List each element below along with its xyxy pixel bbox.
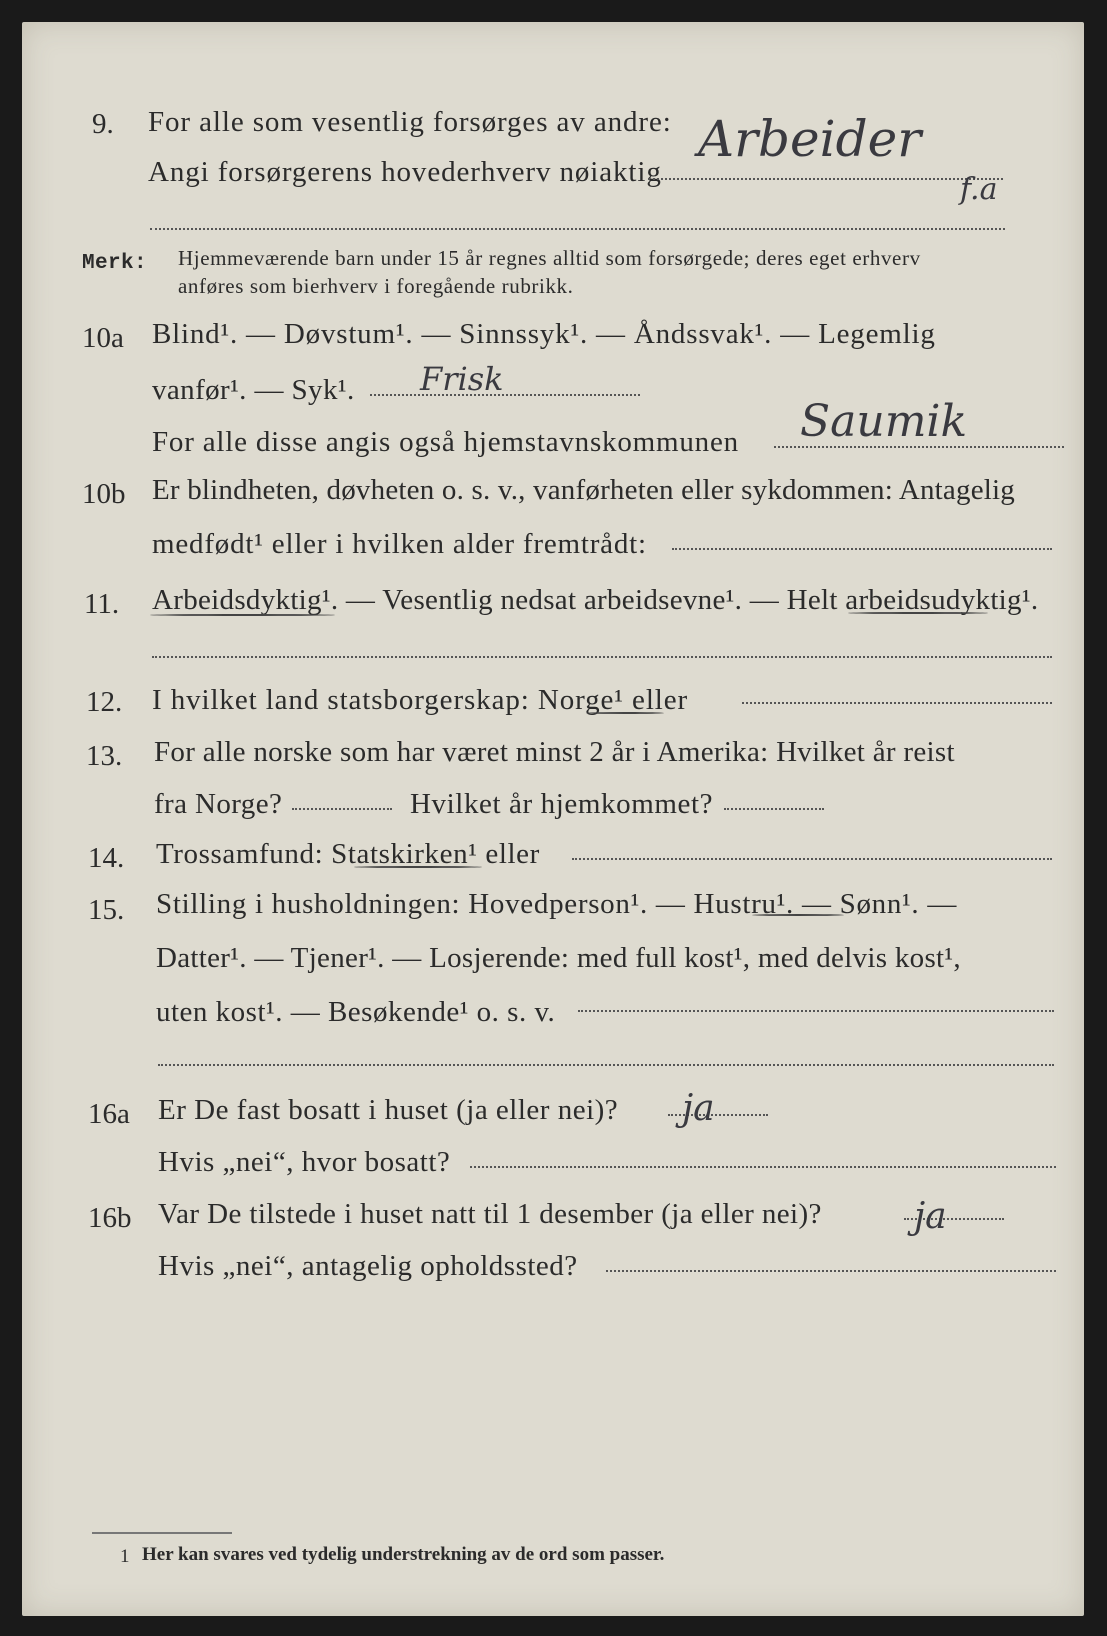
q13-number: 13. bbox=[86, 740, 123, 772]
q10b-line1: Er blindheten, døvheten o. s. v., vanførheten eller sykdommen: Antagelig bbox=[152, 474, 1015, 506]
q13-reist-line bbox=[292, 808, 392, 810]
q9-answer-line bbox=[648, 178, 1003, 180]
q10a-line3: For alle disse angis også hjemstavnskommunen bbox=[152, 426, 739, 458]
q16a-bosatt-line bbox=[470, 1166, 1056, 1168]
q14-number: 14. bbox=[88, 842, 125, 874]
q15-answer-line bbox=[578, 1010, 1054, 1012]
q13-line1: For alle norske som har været minst 2 år i Amerika: Hvilket år reist bbox=[154, 736, 955, 768]
q10a-syk-line bbox=[370, 394, 640, 396]
q10a-syk-answer: Frisk bbox=[420, 360, 504, 398]
q15-line1: Stilling i husholdningen: Hovedperson¹. — Hustru¹. — Sønn¹. — bbox=[156, 888, 958, 920]
q10b-answer-line bbox=[672, 548, 1052, 550]
q9-line1: For alle som vesentlig forsørges av andre: bbox=[148, 106, 672, 138]
q9-line2: Angi forsørgerens hovederhverv nøiaktig bbox=[148, 156, 662, 188]
q9-answer: Arbeider bbox=[698, 110, 922, 168]
q14-line1: Trossamfund: Statskirken¹ eller bbox=[156, 838, 540, 870]
q16a-answer: ja bbox=[682, 1088, 715, 1129]
q9-answer-extra: f.a bbox=[960, 172, 998, 207]
q11-line1: Arbeidsdyktig¹. — Vesentlig nedsat arbeidsevne¹. — Helt arbeidsudyktig¹. bbox=[152, 584, 1039, 616]
q12-underline-norge bbox=[586, 712, 664, 714]
q10a-line1: Blind¹. — Døvstum¹. — Sinnssyk¹. — Åndssvak¹. — Legemlig bbox=[152, 318, 936, 350]
q13-line2b: Hvilket år hjemkommet? bbox=[410, 788, 714, 820]
q11-underline-arbeidsudyktig bbox=[848, 612, 988, 614]
q12-line1: I hvilket land statsborgerskap: Norge¹ eller bbox=[152, 684, 689, 716]
q14-underline-statskirken bbox=[354, 866, 482, 868]
footnote-marker: 1 bbox=[120, 1546, 130, 1567]
q10a-number: 10a bbox=[82, 322, 124, 354]
q10b-line2: medfødt¹ eller i hvilken alder fremtrådt: bbox=[152, 528, 647, 560]
q16a-number: 16a bbox=[88, 1098, 130, 1130]
footnote-rule bbox=[92, 1532, 232, 1534]
q10a-line2: vanfør¹. — Syk¹. bbox=[152, 374, 355, 406]
q10a-kommune-answer: Saumik bbox=[800, 396, 968, 447]
q11-underline-arbeidsdyktig bbox=[150, 614, 335, 616]
q16b-line1: Var De tilstede i huset natt til 1 desember (ja eller nei)? bbox=[158, 1198, 822, 1230]
q14-answer-line bbox=[572, 858, 1052, 860]
q15-number: 15. bbox=[88, 894, 125, 926]
q11-second-line bbox=[152, 656, 1052, 658]
q13-hjemkommet-line bbox=[724, 808, 824, 810]
q12-number: 12. bbox=[86, 686, 123, 718]
q10b-number: 10b bbox=[82, 478, 126, 510]
q16b-number: 16b bbox=[88, 1202, 132, 1234]
q15-line3: uten kost¹. — Besøkende¹ o. s. v. bbox=[156, 996, 556, 1028]
q16b-opholdssted-line bbox=[606, 1270, 1056, 1272]
q16b-answer: ja bbox=[914, 1196, 947, 1237]
q11-number: 11. bbox=[84, 588, 120, 620]
q12-answer-line bbox=[742, 702, 1052, 704]
q13-line2a: fra Norge? bbox=[154, 788, 283, 820]
q9-second-line bbox=[150, 228, 1005, 230]
merk-line2: anføres som bierhverv i foregående rubrikk. bbox=[178, 274, 574, 298]
q15-line2: Datter¹. — Tjener¹. — Losjerende: med full kost¹, med delvis kost¹, bbox=[156, 942, 961, 974]
q16a-line2: Hvis „nei“, hvor bosatt? bbox=[158, 1146, 451, 1178]
merk-line1: Hjemmeværende barn under 15 år regnes alltid som forsørgede; deres eget erhverv bbox=[178, 246, 921, 270]
q15-underline-hustru bbox=[752, 914, 844, 916]
q15-second-line bbox=[158, 1064, 1054, 1066]
merk-label: Merk: bbox=[82, 252, 148, 275]
q16b-line2: Hvis „nei“, antagelig opholdssted? bbox=[158, 1250, 578, 1282]
q9-number: 9. bbox=[92, 108, 114, 140]
footnote-text: Her kan svares ved tydelig understrekning av de ord som passer. bbox=[142, 1544, 665, 1565]
q16a-line1: Er De fast bosatt i huset (ja eller nei)? bbox=[158, 1094, 619, 1126]
